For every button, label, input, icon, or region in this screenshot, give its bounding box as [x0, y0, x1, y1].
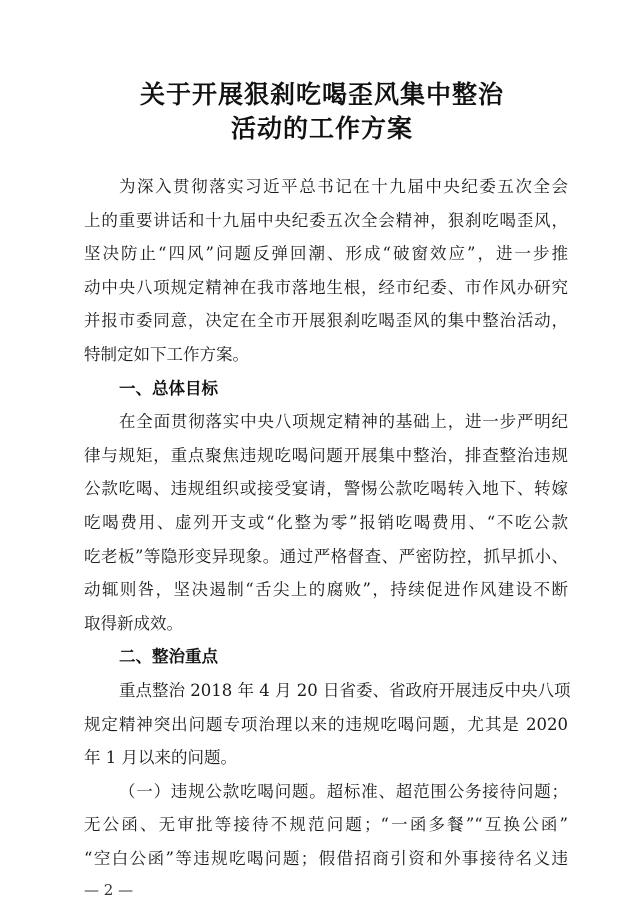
page-number: — 2 —	[84, 880, 134, 899]
paragraph-line: 规定精神突出问题专项治理以来的违规吃喝问题，尤其是 2020	[84, 714, 568, 734]
paragraph-line: 吃喝费用、虚列开支或“化整为零”报销吃喝费用、“不吃公款	[84, 513, 568, 532]
document-title-line-2: 活动的工作方案	[230, 114, 413, 143]
paragraph-line: 动中央八项规定精神在我市落地生根，经市纪委、市作风办研究	[84, 277, 568, 297]
paragraph-line: “空白公函”等违规吃喝问题；假借招商引资和外事接待名义违	[84, 849, 568, 868]
section-heading-2: 二、整治重点	[119, 647, 218, 667]
paragraph-line: 上的重要讲话和十九届中央纪委五次全会精神，狠刹吃喝歪风，	[84, 210, 568, 230]
paragraph-line: 重点整治 2018 年 4 月 20 日省委、省政府开展违反中央八项	[119, 681, 571, 700]
paragraph-line: 动辄则咎，坚决遏制“舌尖上的腐败”，持续促进作风建设不断	[84, 580, 568, 600]
document-title-line-1: 关于开展狠刹吃喝歪风集中整治	[139, 80, 504, 109]
paragraph-line: 取得新成效。	[84, 613, 183, 633]
paragraph-line: 律与规矩，重点聚焦违规吃喝问题开展集中整治，排查整治违规	[84, 445, 568, 465]
paragraph-line: 年 1 月以来的问题。	[84, 748, 237, 768]
paragraph-line: 公款吃喝、违规组织或接受宴请，警惕公款吃喝转入地下、转嫁	[84, 479, 568, 499]
paragraph-line: 吃老板”等隐形变异现象。通过严格督查、严密防控，抓早抓小、	[84, 546, 568, 566]
paragraph-line: 为深入贯彻落实习近平总书记在十九届中央纪委五次全会	[119, 177, 568, 196]
paragraph-line: （一）违规公款吃喝问题。超标准、超范围公务接待问题；	[119, 781, 568, 801]
paragraph-line: 特制定如下工作方案。	[84, 345, 249, 364]
paragraph-line: 坚决防止“四风”问题反弹回潮、形成“破窗效应”，进一步推	[84, 244, 568, 264]
paragraph-line: 并报市委同意，决定在全市开展狠刹吃喝歪风的集中整治活动，	[84, 311, 568, 331]
paragraph-line: 无公函、无审批等接待不规范问题；“一函多餐”“互换公函”	[84, 815, 568, 835]
section-heading-1: 一、总体目标	[119, 378, 218, 398]
paragraph-line: 在全面贯彻落实中央八项规定精神的基础上，进一步严明纪	[119, 412, 568, 432]
